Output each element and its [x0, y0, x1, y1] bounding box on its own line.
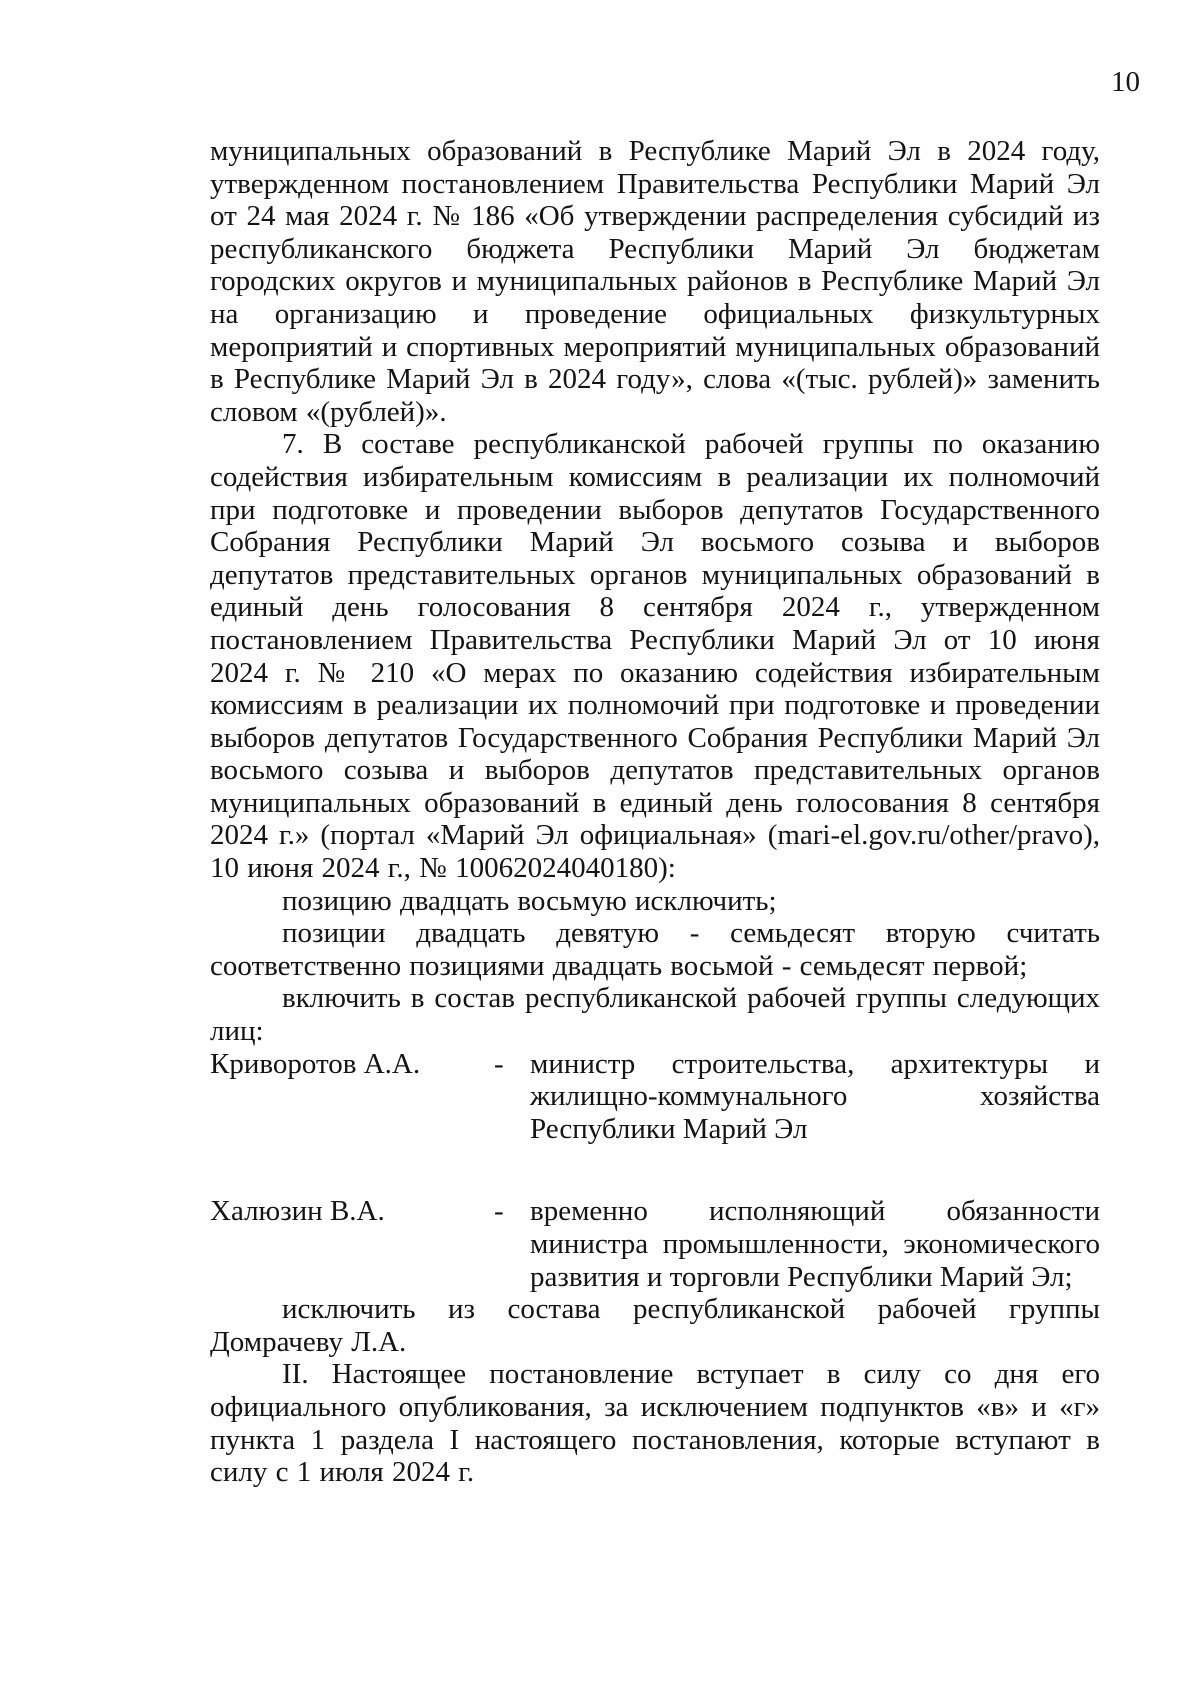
paragraph-exclude-member: исключить из состава республиканской рабочей группы Домрачеву Л.А. [210, 1293, 1100, 1358]
member-row [210, 1195, 1100, 1293]
member-name: Криворотов А.А. [210, 1047, 421, 1080]
paragraph-section-ii: II. Настоящее постановление вступает в силу со дня его официального опубликования, за исключением подпунктов «в» и «г» пункта 1 раздела I настоящего постановления, которые вступают в силу с 1 июля 2024 г. [210, 1358, 1100, 1489]
paragraph-include-members: включить в состав республиканской рабочей группы следующих лиц: [210, 982, 1100, 1048]
member-dash: - [494, 1195, 504, 1228]
page-number: 10 [1111, 66, 1140, 98]
paragraph-item-7: 7. В составе республиканской рабочей группы по оказанию содействия избирательным комиссиям в реализации их полномочий при подготовке и проведении выборов депутатов Государственного Собрания Республики Марий Эл восьмого созыва и выборов депутатов представительных органов муниципальных образований в единый день голосования 8 сентября 2024 г., утвержденном постановлением Правительства Республики Марий Эл от 10 июня 2024 г. № 210 «О мерах по оказанию содействия избирательным комиссиям в реализации их полномочий при подготовке и проведении выборов депутатов Государственного Собрания Республики Марий Эл восьмого созыва и выборов депутатов представительных органов муниципальных образований в единый день голосования 8 сентября 2024 г.» (портал «Марий Эл официальная» (mari-el.gov.ru/other/pravo), 10 июня 2024 г., № 10062024040180): [210, 428, 1100, 885]
paragraph-continuation: муниципальных образований в Республике Марий Эл в 2024 году, утвержденном постановлением Правительства Республики Марий Эл от 24 мая 2024 г. № 186 «Об утверждении распределения субсидий из республиканского бюджета Республики Марий Эл бюджетам городских округов и муниципальных районов в Республике Марий Эл на организацию и проведение официальных физкультурных мероприятий и спортивных мероприятий муниципальных образований в Республике Марий Эл в 2024 году», слова «(тыс. рублей)» заменить словом «(рублей)». [210, 135, 1100, 428]
paragraph-exclude-position: позицию двадцать восьмую исключить; [282, 884, 777, 917]
paragraph-renumber-positions: позиции двадцать девятую - семьдесят вторую считать соответственно позициями двадцать восьмой - семьдесят первой; [210, 917, 1100, 982]
document-body [210, 135, 1100, 1489]
spacer [210, 1145, 1100, 1195]
member-row [210, 1048, 1100, 1146]
member-name: Халюзин В.А. [210, 1195, 385, 1228]
member-role: министр строительства, архитектуры и жилищно-коммунального хозяйства Республики Марий Эл [530, 1047, 1100, 1145]
member-role: временно исполняющий обязанности министра промышленности, экономического развития и торговли Республики Марий Эл; [530, 1195, 1100, 1293]
member-dash: - [494, 1047, 504, 1080]
